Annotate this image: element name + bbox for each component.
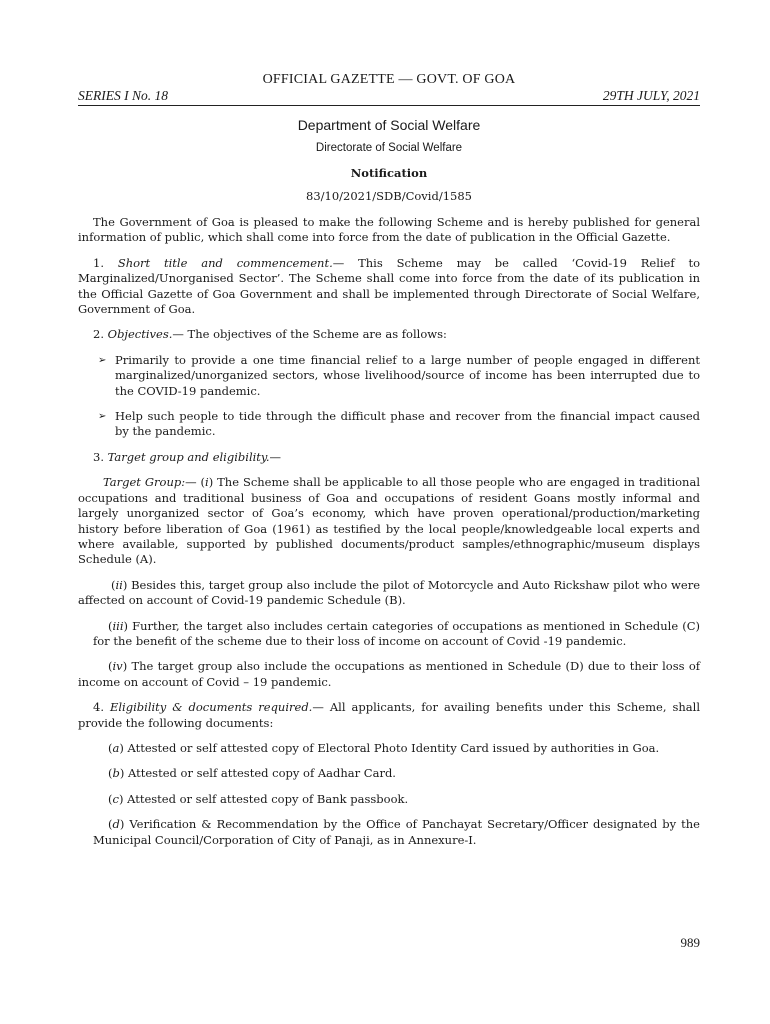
target-group-label: Target Group: [103, 475, 186, 490]
clause-label: d [112, 817, 120, 832]
section-2-number: 2. [93, 327, 104, 342]
gazette-title: OFFICIAL GAZETTE — GOVT. OF GOA [262, 72, 516, 87]
intro-paragraph: The Government of Goa is pleased to make the following Scheme and is hereby published for general information of public, which shall come into force from the date of publication in the Official Gazette. [78, 215, 700, 245]
section-2-text: — The objectives of the Scheme are as follows: [172, 327, 447, 342]
section-1 [78, 256, 700, 318]
section-4-text: — All applicants, for availing benefits under this Scheme, shall provide the following documents: [78, 700, 700, 730]
section-3-dash: — [269, 449, 282, 464]
document-item-c: (c) Attested or self attested copy of Bank passbook. [108, 791, 409, 806]
clause-text: ) Attested or self attested copy of Electoral Photo Identity Card issued by authorities in Goa. [119, 740, 660, 755]
clause-text: ) Attested or self attested copy of Aadhar Card. [119, 766, 396, 781]
document-item-a: (a) Attested or self attested copy of Electoral Photo Identity Card issued by authorities in Goa. [108, 740, 660, 755]
target-group-iii: (iii) Further, the target also includes certain categories of occupations as mentioned in Schedule (C) for the benefit of the scheme due to their loss of income on account of Covid -19 pandemic. [93, 618, 700, 648]
issue-date: 29TH JULY, 2021 [602, 88, 700, 103]
section-3-heading [78, 450, 700, 465]
clause-text: ) Verification & Recommendation by the Office of Panchayat Secretary/Officer designated by the Municipal Council/Corporation of City of Panaji, as in Annexure-I. [93, 817, 700, 847]
document-item-d: (d) Verification & Recommendation by the Office of Panchayat Secretary/Officer designated by the Municipal Council/Corporation of City of Panaji, as in Annexure-I. [93, 817, 700, 847]
notification-heading: Notification [350, 166, 428, 180]
section-3-title: Target group and eligibility. [107, 449, 270, 464]
section-1-number: 1. [93, 255, 104, 270]
objectives-list [78, 353, 700, 440]
clause-text: ) The Scheme shall be applicable to all those people who are engaged in traditional occupations and traditional business of Goa and occupations of resident Goans mostly informal and largely unorganized sector of Goa’s economy, which have proven operational/production/marketing history before liberation of Goa (1961) as testified by the local people/knowledgeable local experts and where available, supported by published documents/product samples/ethnographic/museum displays Schedule (A). [78, 475, 700, 567]
target-group-ii: (ii) Besides this, target group also include the pilot of Motorcycle and Auto Rickshaw pilot who were affected on account of Covid-19 pandemic Schedule (B). [78, 577, 700, 608]
clause-label: ii [115, 577, 123, 592]
list-item [98, 409, 700, 440]
clause-label: i [205, 475, 209, 490]
list-item [98, 353, 700, 399]
series-number: SERIES I No. 18 [78, 88, 168, 103]
clause-label: a [112, 740, 120, 755]
section-3-number: 3. [93, 449, 104, 464]
objective-text: Help such people to tide through the difficult phase and recover from the financial impact caused by the pandemic. [115, 409, 700, 439]
section-2 [78, 327, 700, 342]
section-1-title: Short title and commencement. [117, 255, 333, 270]
notification-number: 83/10/2021/SDB/Covid/1585 [306, 189, 472, 203]
clause-text: ) Further, the target also includes certain categories of occupations as mentioned in Schedule (C) for the benefit of the scheme due to their loss of income on account of Covid -19 pandemic. [93, 618, 700, 648]
arrow-bullet-icon: ➢ [98, 354, 107, 366]
section-4-title: Eligibility & documents required. [109, 700, 313, 715]
department-title: Department of Social Welfare [297, 117, 481, 133]
section-4 [78, 700, 700, 731]
clause-text: ) Attested or self attested copy of Bank passbook. [118, 791, 409, 806]
objective-text: Primarily to provide a one time financial relief to a large number of people engaged in different marginalized/unorganized sectors, whose livelihood/source of income has been interrupted due to the COVID-19 pandemic. [115, 352, 700, 398]
section-4-number: 4. [93, 700, 104, 715]
gazette-page [78, 72, 700, 848]
target-group-i [78, 475, 700, 567]
section-1-text: — This Scheme may be called ‘Covid-19 Relief to Marginalized/Unorganised Sector’. The Scheme shall come into force from the date of its publication in the Official Gazette of Goa Government and shall be implemented through Directorate of Social Welfare, Government of Goa. [78, 255, 700, 317]
clause-label: iii [112, 618, 124, 633]
page-number: 989 [680, 935, 700, 950]
clause-label: iv [112, 659, 123, 674]
clause-label: c [112, 791, 119, 806]
arrow-bullet-icon: ➢ [98, 411, 107, 423]
header-row [78, 88, 700, 106]
clause-text: ) Besides this, target group also include the pilot of Motorcycle and Auto Rickshaw pilot who were affected on account of Covid-19 pandemic Schedule (B). [78, 577, 700, 608]
document-item-b: (b) Attested or self attested copy of Aadhar Card. [108, 766, 396, 781]
section-2-title: Objectives. [107, 327, 173, 342]
target-group-iv: (iv) The target group also include the occupations as mentioned in Schedule (D) due to their loss of income on account of Covid – 19 pandemic. [78, 659, 700, 689]
target-dash: — ( [185, 475, 206, 490]
clause-label: b [112, 766, 120, 781]
clause-text: ) The target group also include the occupations as mentioned in Schedule (D) due to their loss of income on account of Covid – 19 pandemic. [78, 659, 700, 689]
directorate-title: Directorate of Social Welfare [315, 142, 463, 154]
